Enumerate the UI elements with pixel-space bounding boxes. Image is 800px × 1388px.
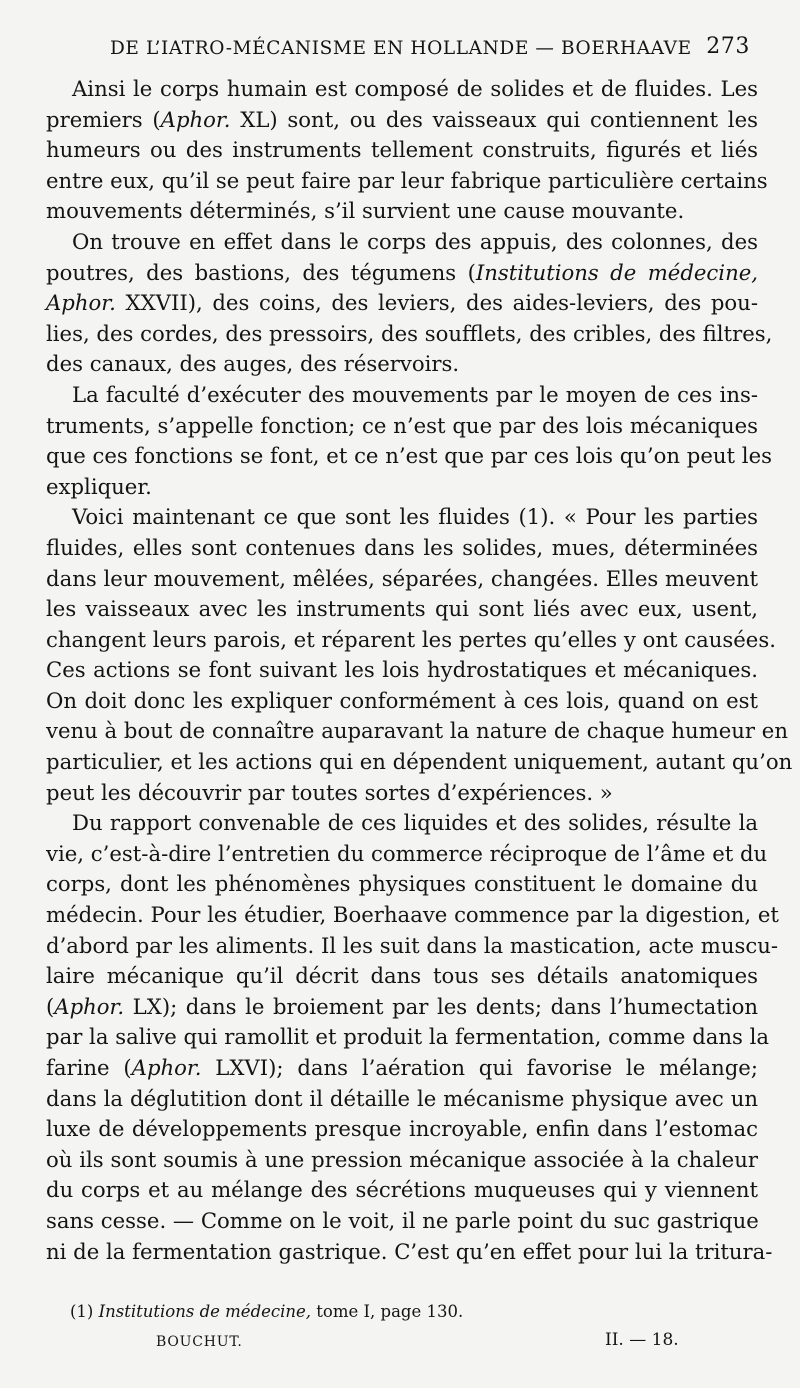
text-run: poutres, des bastions, des tégumens ( — [46, 259, 476, 285]
text-line — [46, 74, 758, 105]
text-run: LX); dans le broiement par les dents; dans l’humectation — [124, 993, 758, 1019]
sheet-mark: II. — 18. — [605, 1330, 679, 1350]
text-line — [46, 655, 758, 686]
paragraph — [46, 380, 772, 502]
text-line — [46, 961, 758, 992]
text-run: que ces fonctions se font, et ce n’est que par ces lois qu’on peut les — [46, 443, 772, 469]
text-run: changent leurs parois, et réparent les pertes qu’elles y ont causées. — [46, 626, 776, 652]
text-run: luxe de développements presque incroyable, enfin dans l’estomac — [46, 1116, 758, 1142]
text-run: peut les découvrir par toutes sortes d’expériences. » — [46, 779, 613, 805]
text-line — [46, 380, 758, 411]
text-line — [46, 1145, 758, 1176]
text-run: On doit donc les expliquer conformément à ces lois, quand on est — [46, 687, 758, 713]
text-run: truments, s’appelle fonction; ce n’est que par des lois mécaniques — [46, 412, 758, 438]
paragraph — [46, 227, 773, 380]
text-line — [46, 105, 758, 136]
text-line — [46, 411, 758, 442]
text-line — [46, 869, 758, 900]
text-run: les vaisseaux avec les instruments qui sont liés avec eux, usent, — [46, 596, 758, 622]
body-text — [46, 74, 793, 1267]
page-header — [110, 34, 750, 64]
text-run: Ainsi le corps humain est composé de solides et de fluides. Les — [72, 76, 758, 101]
text-line — [46, 502, 758, 533]
text-line — [46, 931, 779, 962]
paragraph — [46, 808, 779, 1267]
italic-text: Aphor. — [160, 106, 231, 132]
text-line — [46, 1206, 758, 1237]
printer-signature: BOUCHUT. — [156, 1334, 243, 1350]
text-run: dans leur mouvement, mêlées, séparées, changées. Elles meuvent — [46, 565, 758, 591]
text-line — [46, 135, 758, 166]
text-run: des canaux, des auges, des réservoirs. — [46, 351, 460, 377]
text-run: LXVI); dans l’aération qui favorise le mélange; — [201, 1055, 758, 1080]
text-run: corps, dont les phénomènes physiques constituent le domaine du — [46, 871, 758, 897]
text-line — [46, 808, 758, 839]
italic-text: Aphor. — [46, 290, 116, 316]
text-line — [46, 1237, 773, 1268]
text-run: farine ( — [46, 1055, 132, 1080]
footnote-marker: (1) — [70, 1302, 99, 1321]
text-run: particulier, et les actions qui en dépendent uniquement, autant qu’on — [46, 749, 793, 775]
text-run: ni de la fermentation gastrique. C’est qu’en effet pour lui la tritura- — [46, 1238, 773, 1264]
paragraph — [46, 502, 793, 808]
text-line — [46, 992, 758, 1023]
text-run: expliquer. — [46, 473, 152, 499]
text-run: lies, des cordes, des pressoirs, des soufflets, des cribles, des filtres, — [46, 320, 773, 346]
footnote — [70, 1302, 463, 1321]
text-line — [46, 166, 768, 197]
italic-text: Aphor. — [131, 1055, 202, 1080]
text-line — [46, 839, 768, 870]
text-run: vie, c’est-à-dire l’entretien du commerce réciproque de l’âme et du — [46, 840, 768, 866]
text-run: Voici maintenant ce que sont les fluides (1). « Pour les parties — [72, 504, 758, 530]
text-line — [46, 472, 758, 503]
text-run: XL) sont, ou des vaisseaux qui contiennent les — [230, 106, 758, 132]
paragraph — [46, 74, 768, 227]
footnote-title: Institutions de médecine, — [98, 1302, 312, 1321]
text-line — [46, 227, 758, 258]
text-run: médecin. Pour les étudier, Boerhaave commence par la digestion, et — [46, 902, 779, 928]
text-line — [46, 625, 776, 656]
text-line — [46, 900, 779, 931]
text-run: laire mécanique qu’il décrit dans tous ses détails anatomiques — [46, 963, 758, 989]
text-run: humeurs ou des instruments tellement construits, figurés et liés — [46, 137, 758, 163]
text-run: mouvements déterminés, s’il survient une cause mouvante. — [46, 198, 685, 224]
text-run: XXVII), des coins, des leviers, des aides-leviers, des pou- — [115, 290, 758, 316]
text-line — [46, 196, 758, 227]
text-run: La faculté d’exécuter des mouvements par le moyen de ces ins- — [72, 381, 758, 407]
text-line — [46, 1175, 758, 1206]
text-line — [46, 686, 758, 717]
text-line — [46, 594, 758, 625]
text-run: fluides, elles sont contenues dans les solides, mues, déterminées — [46, 534, 758, 560]
text-line — [46, 349, 758, 380]
text-line — [46, 716, 788, 747]
running-head: DE L’IATRO-MÉCANISME EN HOLLANDE — BOERHAAVE — [110, 38, 692, 59]
text-run: entre eux, qu’il se peut faire par leur fabrique particulière certains — [46, 167, 768, 193]
text-run: dans la déglutition dont il détaille le mécanisme physique avec un — [46, 1085, 758, 1111]
italic-text: Aphor. — [54, 993, 125, 1019]
text-line — [46, 441, 772, 472]
text-run: où ils sont soumis à une pression mécanique associée à la chaleur — [46, 1146, 758, 1172]
text-run: Ces actions se font suivant les lois hydrostatiques et mécaniques. — [46, 657, 758, 683]
text-line — [46, 319, 773, 350]
text-line — [46, 747, 793, 778]
text-line — [46, 778, 758, 809]
text-line — [46, 1084, 758, 1115]
text-line — [46, 258, 758, 289]
text-run: du corps et au mélange des sécrétions muqueuses qui y viennent — [46, 1177, 758, 1203]
footnote-rest: tome I, page 130. — [311, 1302, 464, 1321]
text-line — [46, 1022, 770, 1053]
text-line — [46, 1053, 758, 1084]
text-run: On trouve en effet dans le corps des appuis, des colonnes, des — [72, 228, 758, 254]
text-run: d’abord par les aliments. Il les suit dans la mastication, acte muscu- — [46, 932, 779, 958]
text-run: venu à bout de connaître auparavant la nature de chaque humeur en — [46, 718, 788, 744]
text-run: premiers ( — [46, 106, 161, 132]
text-run: par la salive qui ramollit et produit la fermentation, comme dans la — [46, 1024, 770, 1050]
text-line — [46, 1114, 758, 1145]
page-number: 273 — [706, 34, 750, 59]
text-run: Du rapport convenable de ces liquides et des solides, résulte la — [72, 810, 758, 836]
text-line — [46, 564, 758, 595]
text-run: sans cesse. — Comme on le voit, il ne parle point du suc gastrique — [46, 1207, 759, 1233]
italic-text: Institutions de médecine, — [475, 259, 758, 285]
text-line — [46, 533, 758, 564]
text-run: ( — [46, 993, 55, 1019]
text-line — [46, 288, 758, 319]
